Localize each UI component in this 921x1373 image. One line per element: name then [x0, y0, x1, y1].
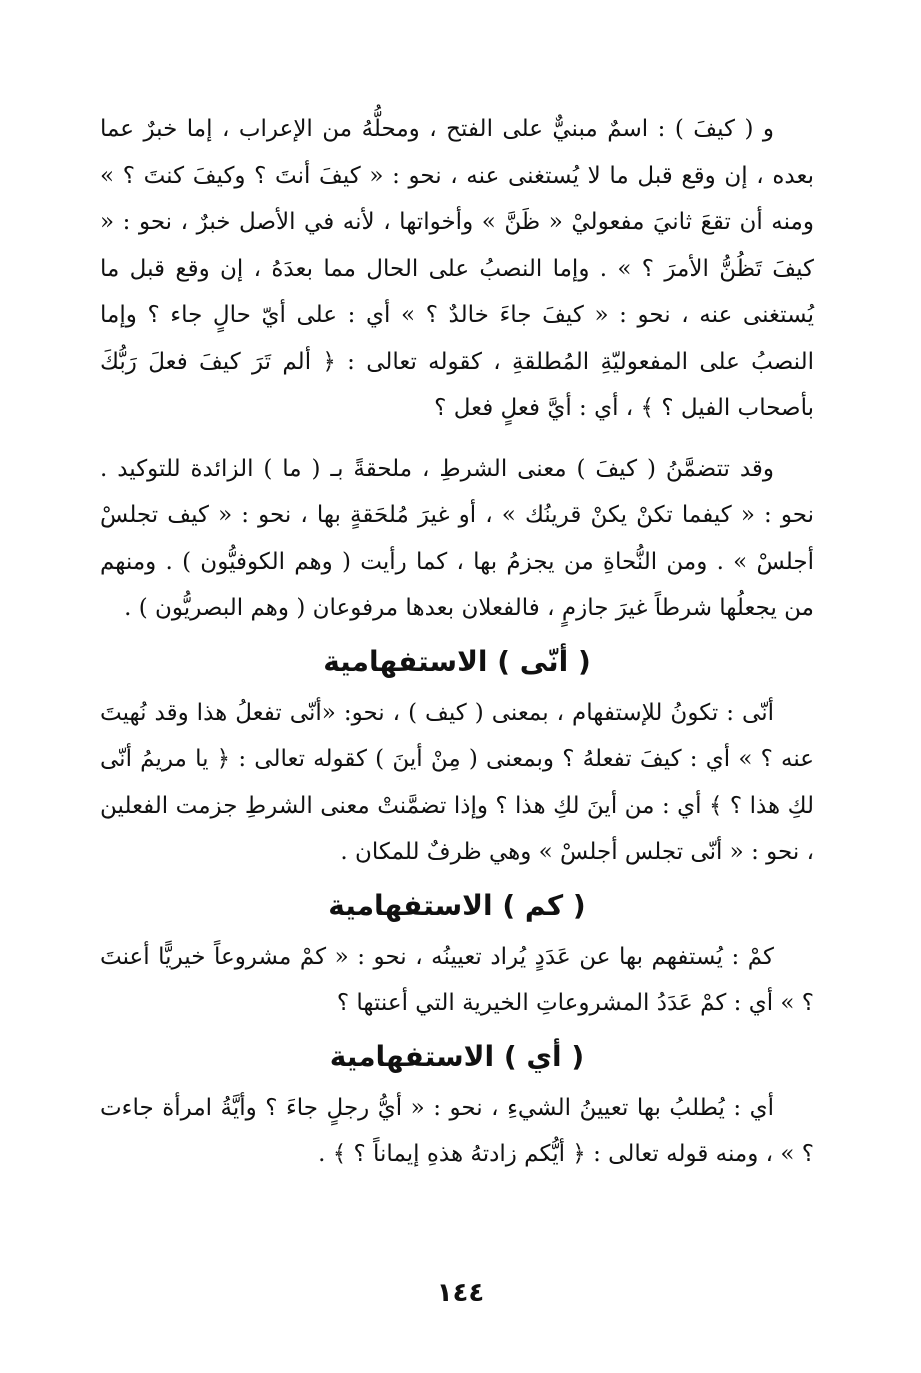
kayfa-paragraph-2: وقد تتضمَّنُ ( كيفَ ) معنى الشرطِ ، ملحقةً بـ ( ما ) الزائدة للتوكيد . نحو : « كيفما تكنْ يكنْ قرينُك » ، أو غيرَ مُلحَقةٍ بها ، نحو : « كيف تجلسْ أجلسْ » . ومن النُّحاةِ من يجزمُ بها ، كما رأيت ( وهم الكوفيُّون ) . ومنهم من يجعلُها شرطاً غيرَ جازمٍ ، فالفعلان بعدها مرفوعان ( وهم البصريُّون ) .	[100, 455, 814, 621]
ayy-paragraph: أي : يُطلبُ بها تعيينُ الشيءِ ، نحو : « أيُّ رجلٍ جاءَ ؟ وأيَّةُ امرأة جاءت ؟ » ، ومنه قوله تعالى : ﴿ أيُّكم زادتهُ هذهِ إيماناً ؟ ﴾ .	[100, 1094, 814, 1167]
page-number: ١٤٤	[436, 1278, 485, 1308]
page-body	[100, 106, 814, 1178]
kam-paragraph: كمْ : يُستفهم بها عن عَدَدٍ يُراد تعيينُه ، نحو : « كمْ مشروعاً خيريًّا أعنتَ ؟ » أي : كمْ عَدَدُ المشروعاتِ الخيرية التي أعنتها ؟	[100, 943, 814, 1016]
anna-paragraph: أنّى : تكونُ للإستفهام ، بمعنى ( كيف ) ، نحو: «أنّى تفعلُ هذا وقد نُهيتَ عنه ؟ » أي : كيفَ تفعلهُ ؟ وبمعنى ( مِنْ أينَ ) كقوله تعالى : ﴿ يا مريمُ أنّى لكِ هذا ؟ ﴾ أي : من أينَ لكِ هذا ؟ وإذا تضمَّنتْ معنى الشرطِ جزمت الفعلين ، نحو : « أنّى تجلس أجلسْ » وهي ظرفٌ للمكان .	[100, 699, 814, 865]
section-heading-ayy: ( أي ) الاستفهامية	[329, 1039, 585, 1073]
paragraph-spacer	[100, 432, 814, 446]
section-heading-kam: ( كم ) الاستفهامية	[328, 888, 586, 922]
kayfa-paragraph-1: و ( كيفَ ) : اسمٌ مبنيٌّ على الفتح ، ومحلُّهُ من الإعراب ، إما خبرٌ عما بعده ، إن وقع قبل ما لا يُستغنى عنه ، نحو : « كيفَ أنتَ ؟ وكيفَ كنتَ ؟ » ومنه أن تقعَ ثانيَ مفعوليْ « ظَنَّ » وأخواتها ، لأنه في الأصل خبرٌ ، نحو : « كيفَ تَظُنُّ الأمرَ ؟ » . وإما النصبُ على الحال مما بعدَهُ ، إن وقع قبل ما يُستغنى عنه ، نحو : « كيفَ جاءَ خالدٌ ؟ » أي : على أيّ حالٍ جاء ؟ وإما النصبُ على المفعوليّةِ المُطلقةِ ، كقوله تعالى : ﴿ ألم تَرَ كيفَ فعلَ رَبُّكَ بأصحاب الفيل ؟ ﴾ ، أي : أيَّ فعلٍ فعل ؟	[100, 116, 814, 421]
section-heading-anna: ( أنّى ) الاستفهامية	[323, 644, 591, 678]
